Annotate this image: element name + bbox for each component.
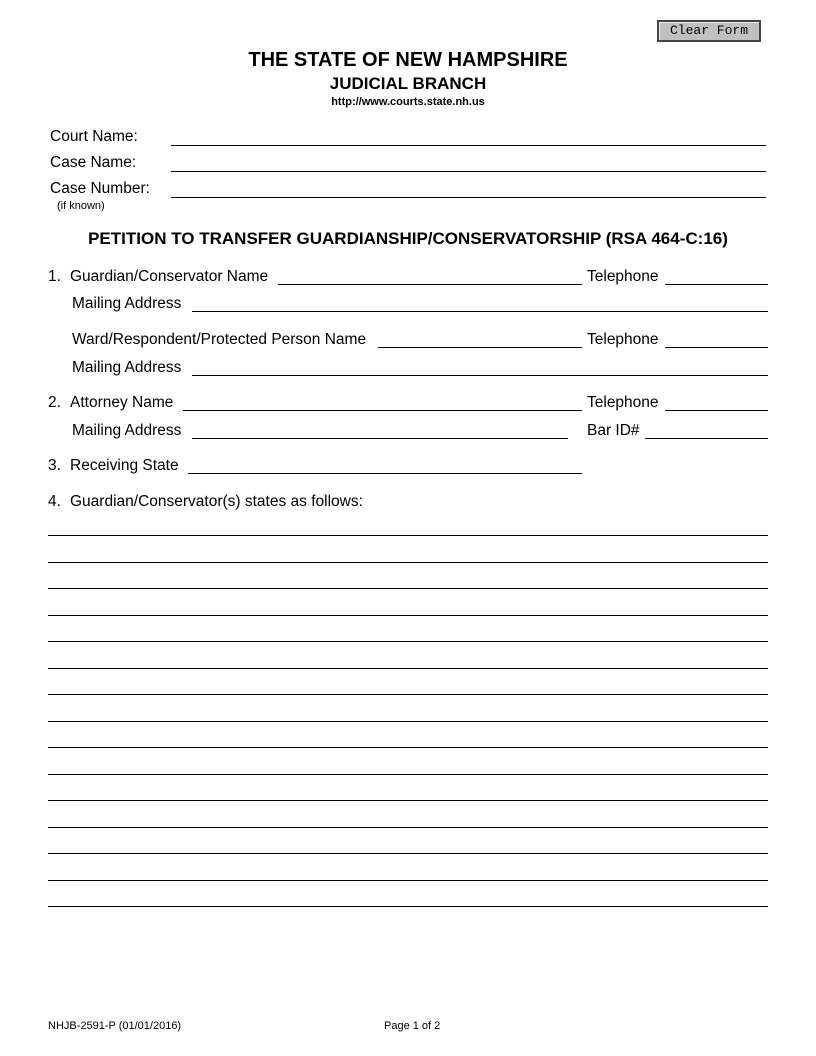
item-3-number: 3. [48,457,61,474]
ward-name-label: Ward/Respondent/Protected Person Name [72,331,367,348]
ward-name-field[interactable] [378,347,582,348]
form-id: NHJB-2591-P (01/01/2016) [48,1020,182,1032]
statement-label: Guardian/Conservator(s) states as follows: [70,493,363,510]
guardian-mailing-label: Mailing Address [72,295,182,312]
case-name-field[interactable] [171,171,766,172]
receiving-state-field[interactable] [188,473,582,474]
court-url: http://www.courts.state.nh.us [331,96,485,108]
attorney-mailing-label: Mailing Address [72,422,182,439]
case-name-label: Case Name: [50,154,137,171]
bar-id-field[interactable] [645,438,768,439]
attorney-telephone-field[interactable] [665,410,768,411]
guardian-name-field[interactable] [278,284,582,285]
guardian-telephone-label: Telephone [587,268,659,285]
statement-line[interactable] [48,747,768,748]
case-number-label: Case Number: [50,180,150,197]
item-2-number: 2. [48,394,61,411]
item-1-number: 1. [48,268,61,285]
bar-id-label: Bar ID# [587,422,640,439]
statement-line[interactable] [48,668,768,669]
attorney-name-field[interactable] [183,410,582,411]
state-heading: THE STATE OF NEW HAMPSHIRE [248,49,568,71]
statement-line[interactable] [48,615,768,616]
statement-line[interactable] [48,774,768,775]
court-name-field[interactable] [171,145,766,146]
statement-line[interactable] [48,880,768,881]
attorney-name-label: Attorney Name [70,394,174,411]
item-4-number: 4. [48,493,61,510]
statement-line[interactable] [48,641,768,642]
statement-line[interactable] [48,827,768,828]
case-number-field[interactable] [171,197,766,198]
attorney-telephone-label: Telephone [587,394,659,411]
ward-telephone-field[interactable] [665,347,768,348]
branch-heading: JUDICIAL BRANCH [329,74,487,93]
ward-mailing-field[interactable] [192,375,768,376]
if-known-note: (if known) [57,200,105,212]
statement-line[interactable] [48,588,768,589]
clear-form-button[interactable]: Clear Form [657,20,761,42]
ward-telephone-label: Telephone [587,331,659,348]
statement-line[interactable] [48,800,768,801]
page-number: Page 1 of 2 [384,1020,441,1032]
receiving-state-label: Receiving State [70,457,179,474]
guardian-name-label: Guardian/Conservator Name [70,268,269,285]
statement-line[interactable] [48,562,768,563]
statement-line[interactable] [48,535,768,536]
guardian-telephone-field[interactable] [665,284,768,285]
statement-line[interactable] [48,694,768,695]
attorney-mailing-field[interactable] [192,438,568,439]
statement-line[interactable] [48,721,768,722]
statement-line[interactable] [48,853,768,854]
statement-line[interactable] [48,906,768,907]
court-name-label: Court Name: [50,128,138,145]
petition-title: PETITION TO TRANSFER GUARDIANSHIP/CONSERVATORSHIP (RSA 464-C:16) [88,229,728,248]
guardian-mailing-field[interactable] [192,311,768,312]
ward-mailing-label: Mailing Address [72,359,182,376]
